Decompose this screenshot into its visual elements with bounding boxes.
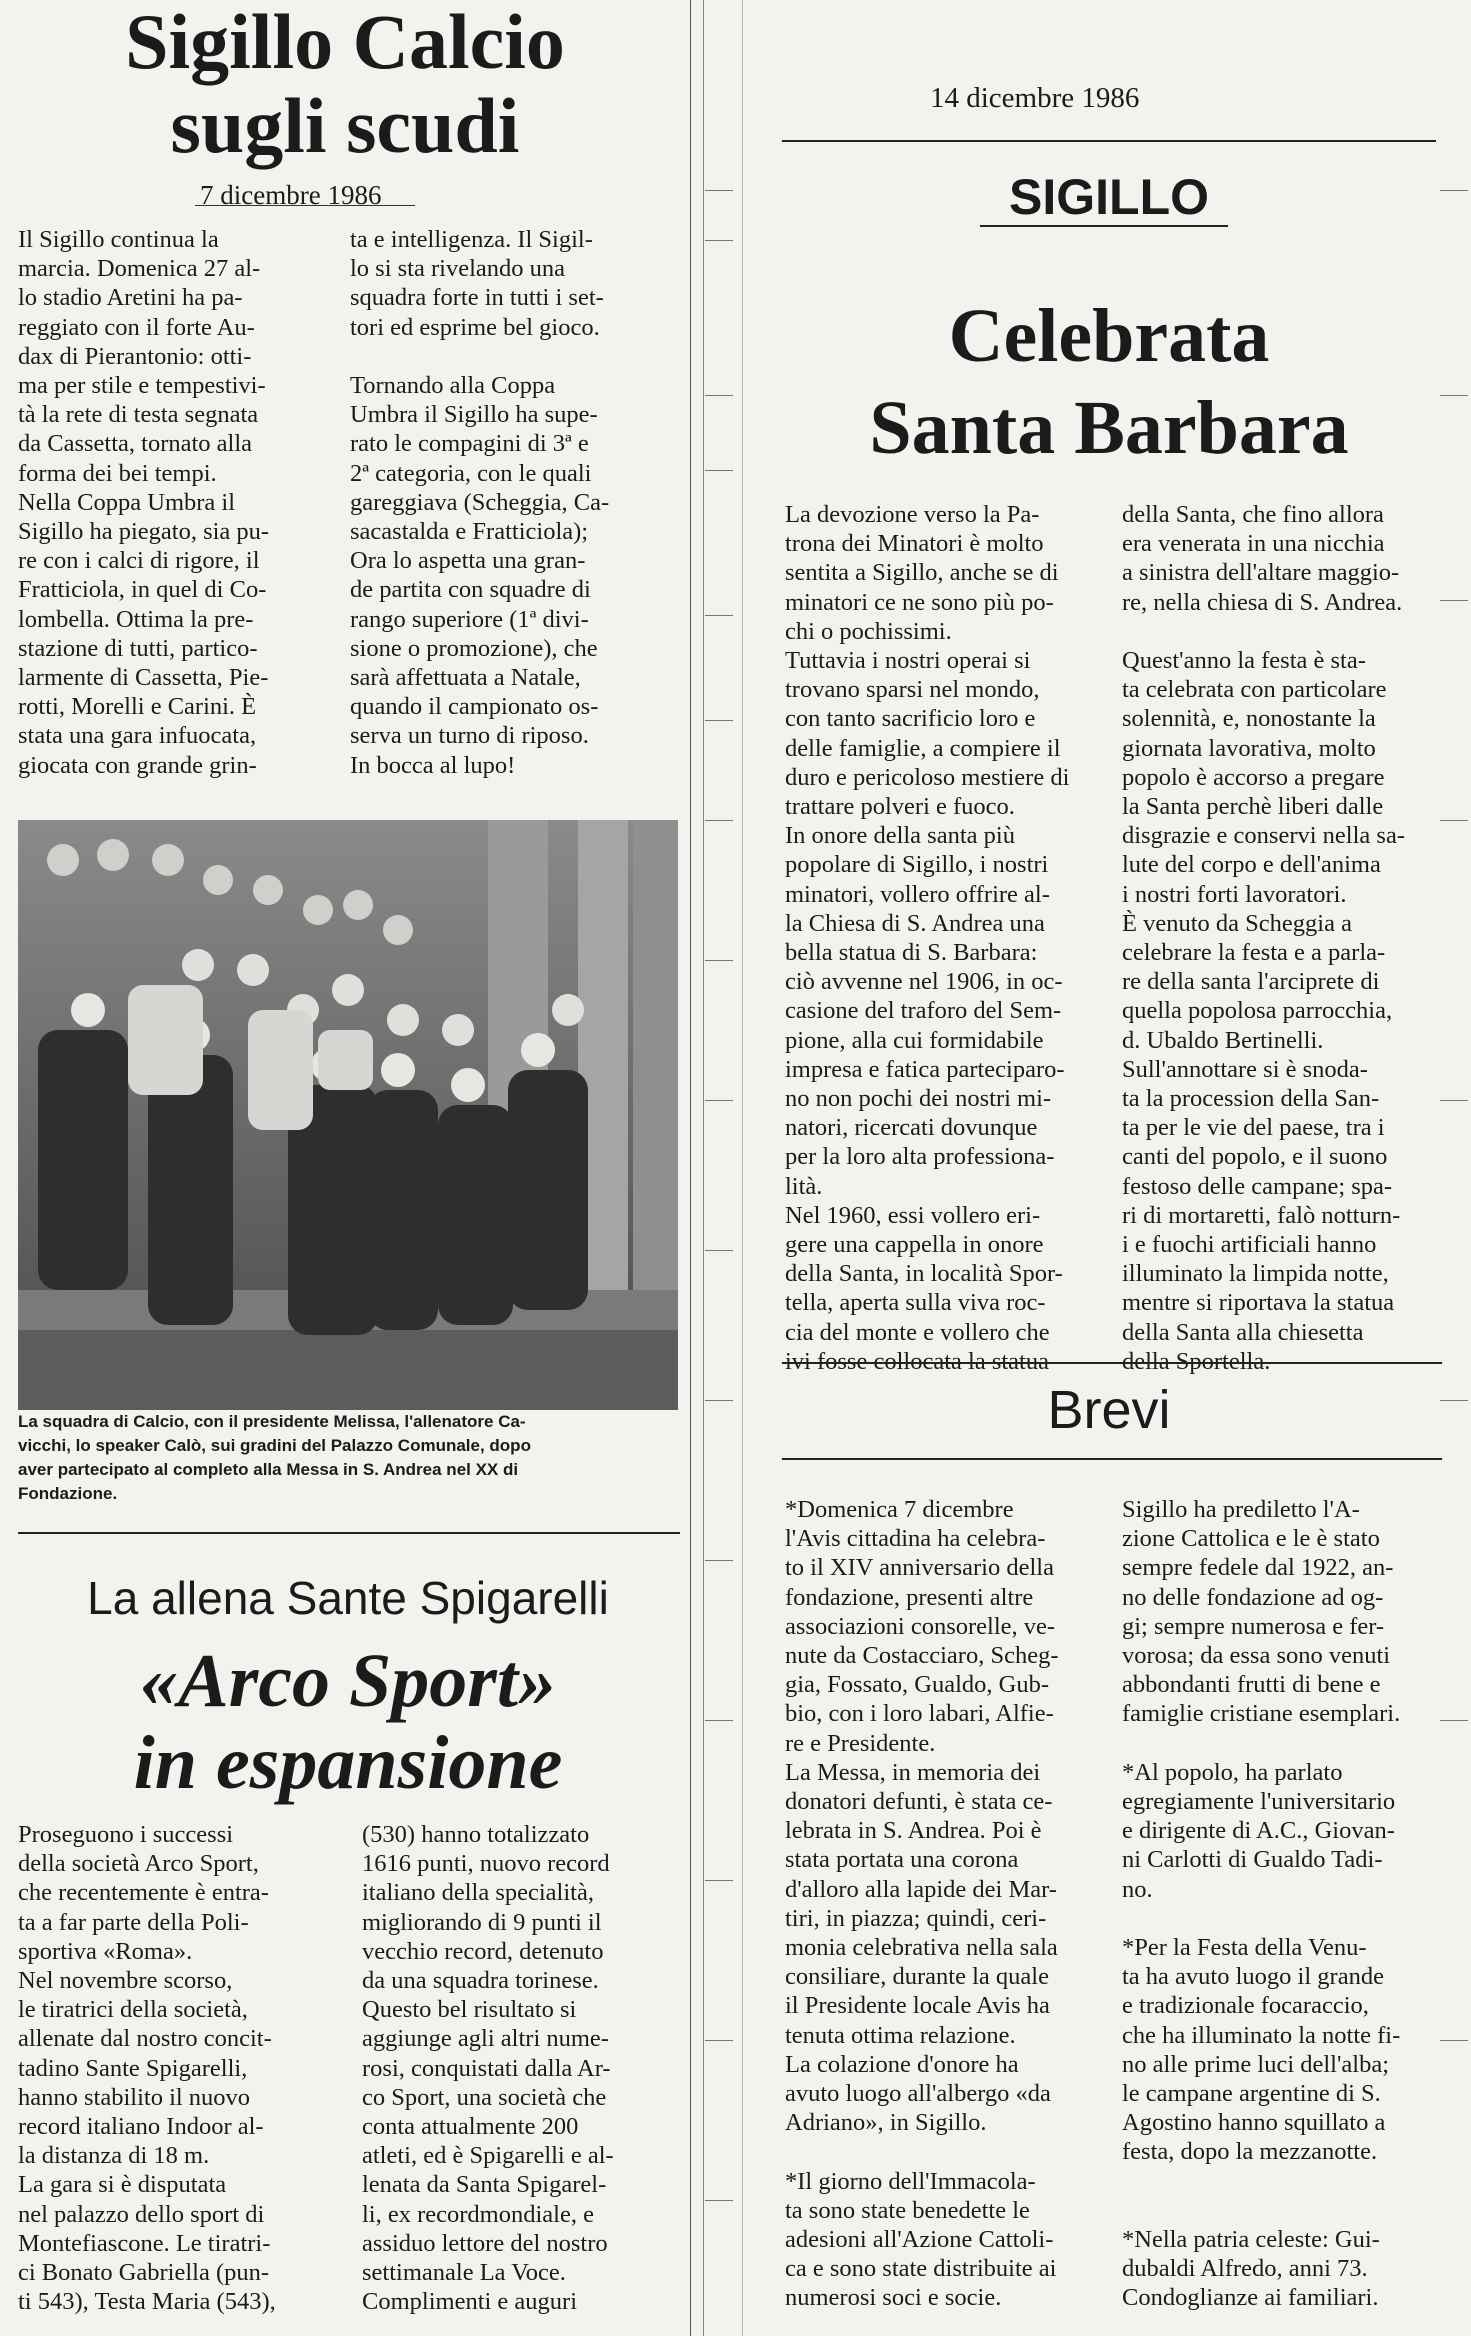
- headline-arco-sport: «Arco Sport» in espansione: [133, 1639, 563, 1805]
- brevi-text-col2: Sigillo ha prediletto l'A- zione Cattolica e le è stato sempre fedele dal 1922, an- no delle fondazione ad og- gi; sempre numerosa e fer- vorosa; da essa sono venuti abbondanti frutti di bene e famiglie cristiane esemplari. *Al popolo, ha parlato egregiamente l'universitario e dirigente di A.C., Giovan- ni Carlotti di Gualdo Tadi- no. *Per la Festa della Venu- ta ha avuto luogo il grande e tradizionale focaraccio, che ha illuminato la notte fi- no alle prime luci dell'alba; le campane argentine di S. Agostino hanno squillato a festa, dopo la mezzanotte. *Nella patria celeste: Gui- dubaldi Alfredo, anni 73. Condoglianze ai familiari.: [1122, 1496, 1401, 2312]
- brevi-text-col1: *Domenica 7 dicembre l'Avis cittadina ha celebra- to il XIV anniversario della fondazione, presenti altre associazioni consorelle, ve- nute da Costacciaro, Scheg- gia, Fossato, Gualdo, Gub- bio, con i loro labari, Alfie- re e Presidente. La Messa, in memoria dei donatori defunti, è stata ce- lebrata in S. Andrea. Poi è stata portata una corona d'alloro alla lapide dei Mar- tiri, in piazza; quindi, ceri- monia celebrativa nella sala consiliare, durante la quale il Presidente locale Avis ha tenuta ottima relazione. La colazione d'onore ha avuto luogo all'albergo «da Adriano», in Sigillo. *Il giorno dell'Immacola- ta sono state benedette le adesioni all'Azione Cattoli- ca e sono state distribuite ai numerosi soci e socie.: [785, 1496, 1059, 2312]
- margin-tick: [705, 1400, 733, 1401]
- margin-tick: [705, 615, 733, 616]
- margin-tick: [1440, 395, 1468, 396]
- section-divider-brevi-top: [782, 1362, 1442, 1364]
- margin-tick: [1440, 190, 1468, 191]
- margin-tick: [705, 395, 733, 396]
- calcio-text-col2: ta e intelligenza. Il Sigil- lo si sta rivelando una squadra forte in tutti i set- tori ed esprime bel gioco. Tornando alla Coppa Umbra il Sigillo ha supe- rato le compagini di 3ª e 2ª categoria, con le quali gareggiava (Scheggia, Ca- sacastalda e Fratticiola); Ora lo aspetta una gran- de partita con squadre di rango superiore (1ª divi- sione o promozione), che sarà affettuata a Natale, quando il campionato os- serva un turno di riposo. In bocca al lupo!: [350, 226, 610, 779]
- column-divider-inner: [703, 0, 704, 2336]
- date-left-divider: [195, 205, 415, 206]
- column-divider-faint: [742, 0, 743, 2336]
- calcio-text-col1: Il Sigillo continua la marcia. Domenica 27 al- lo stadio Aretini ha pa- reggiato con il forte Au- dax di Pierantonio: otti- ma per stile e tempestivi- tà la rete di testa segnata da Cassetta, tornato alla forma dei bei tempi. Nella Coppa Umbra il Sigillo ha piegato, sia pu- re con i calci di rigore, il Fratticiola, in quel di Co- lombella. Ottima la pre- stazione di tutti, partico- larmente di Cassetta, Pie- rotti, Morelli e Carini. È stata una gara infuocata, giocata con grande grin-: [18, 226, 270, 779]
- headline-sigillo-calcio: Sigillo Calcio sugli scudi: [125, 0, 565, 169]
- arco-text-col1: Proseguono i successi della società Arco Sport, che recentemente è entra- ta a far parte della Poli- sportiva «Roma». Nel novembre scorso, le tiratrici della società, allenate dal nostro concit- tadino Sante Spigarelli, hanno stabilito il nuovo record italiano Indoor al- la distanza di 18 m. La gara si è disputata nel palazzo dello sport di Montefiascone. Le tiratri- ci Bonato Gabriella (pun- ti 543), Testa Maria (543),: [18, 1821, 276, 2316]
- margin-tick: [705, 240, 733, 241]
- margin-tick: [1440, 2040, 1468, 2041]
- margin-tick: [705, 1250, 733, 1251]
- margin-tick: [705, 720, 733, 721]
- margin-tick: [1440, 600, 1468, 601]
- margin-tick: [705, 960, 733, 961]
- section-label-brevi: Brevi: [1047, 1380, 1171, 1440]
- arco-kicker: La allena Sante Spigarelli: [87, 1572, 609, 1624]
- headline-santa-barbara: Celebrata Santa Barbara: [869, 294, 1349, 470]
- margin-tick: [1440, 1400, 1468, 1401]
- photo-caption: La squadra di Calcio, con il presidente Melissa, l'allenatore Ca- vicchi, lo speaker Calò, sui gradini del Palazzo Comunale, dopo aver partecipato al completo alla Messa in S. Andrea nel XX di Fondazione.: [18, 1412, 531, 1503]
- santa-barbara-text-col1: La devozione verso la Pa- trona dei Minatori è molto sentita a Sigillo, anche se di minatori ce ne sono più po- chi o pochissimi. Tuttavia i nostri operai si trovano sparsi nel mondo, con tanto sacrificio loro e delle famiglie, a compiere il duro e pericoloso mestiere di trattare polveri e fuoco. In onore della santa più popolare di Sigillo, i nostri minatori, vollero offrire al- la Chiesa di S. Andrea una bella statua di S. Barbara: ciò avvenne nel 1906, in oc- casione del traforo del Sem- pione, alla cui formidabile impresa e fatica parteciparo- no non pochi dei nostri mi- natori, ricercati dovunque per la loro alta professiona- lità. Nel 1960, essi vollero eri- gere una cappella in onore della Santa, in località Spor- tella, aperta sulla viva roc- cia del monte e vollero che ivi fosse collocata la statua: [785, 501, 1070, 1375]
- margin-tick: [1440, 1100, 1468, 1101]
- margin-tick: [705, 820, 733, 821]
- arco-text-col2: (530) hanno totalizzato 1616 punti, nuovo record italiano della specialità, migliorando di 9 punti il vecchio record, detenuto da una squadra torinese. Questo bel risultato si aggiunge agli altri nume- rosi, conquistati dalla Ar- co Sport, una società che conta attualmente 200 atleti, ed è Spigarelli e al- lenata da Santa Spigarel- li, ex recordmondiale, e assiduo lettore del nostro settimanale La Voce. Complimenti e auguri: [362, 1821, 614, 2316]
- section-divider-brevi-bottom: [782, 1458, 1442, 1460]
- margin-tick: [705, 2040, 733, 2041]
- margin-tick: [1440, 820, 1468, 821]
- margin-tick: [705, 1880, 733, 1881]
- section-label-sigillo: SIGILLO: [1009, 169, 1209, 225]
- margin-tick: [705, 1720, 733, 1721]
- santa-barbara-text-col2: della Santa, che fino allora era venerata in una nicchia a sinistra dell'altare maggio- re, nella chiesa di S. Andrea. Quest'anno la festa è sta- ta celebrata con particolare solennità, e, nonostante la giornata lavorativa, molto popolo è accorso a pregare la Santa perchè liberi dalle disgrazie e conservi nella sa- lute del corpo e dell'anima i nostri forti lavoratori. È venuto da Scheggia a celebrare la festa e a parla- re della santa l'arciprete di quella popolosa parrocchia, d. Ubaldo Bertinelli. Sull'annottare si è snoda- ta la procession della San- ta per le vie del paese, tra i canti del popolo, e il suono festoso delle campane; spa- ri di mortaretti, falò notturn- i e fuochi artificiali hanno illuminato la limpida notte, mentre si riportava la statua della Santa alla chiesetta della Sportella.: [1122, 501, 1405, 1375]
- column-divider: [690, 0, 691, 2336]
- team-photo-image: [18, 820, 678, 1410]
- section-divider-left: [18, 1532, 680, 1534]
- margin-tick: [705, 190, 733, 191]
- section-divider-right-top: [782, 140, 1436, 142]
- date-right-article: 14 dicembre 1986: [930, 82, 1140, 114]
- margin-tick: [705, 2200, 733, 2201]
- team-photo: [18, 820, 678, 1410]
- margin-tick: [705, 470, 733, 471]
- section-label-underline: [980, 225, 1228, 227]
- margin-tick: [705, 1100, 733, 1101]
- margin-tick: [1440, 1720, 1468, 1721]
- margin-tick: [705, 1560, 733, 1561]
- date-left-article: 7 dicembre 1986: [200, 180, 382, 210]
